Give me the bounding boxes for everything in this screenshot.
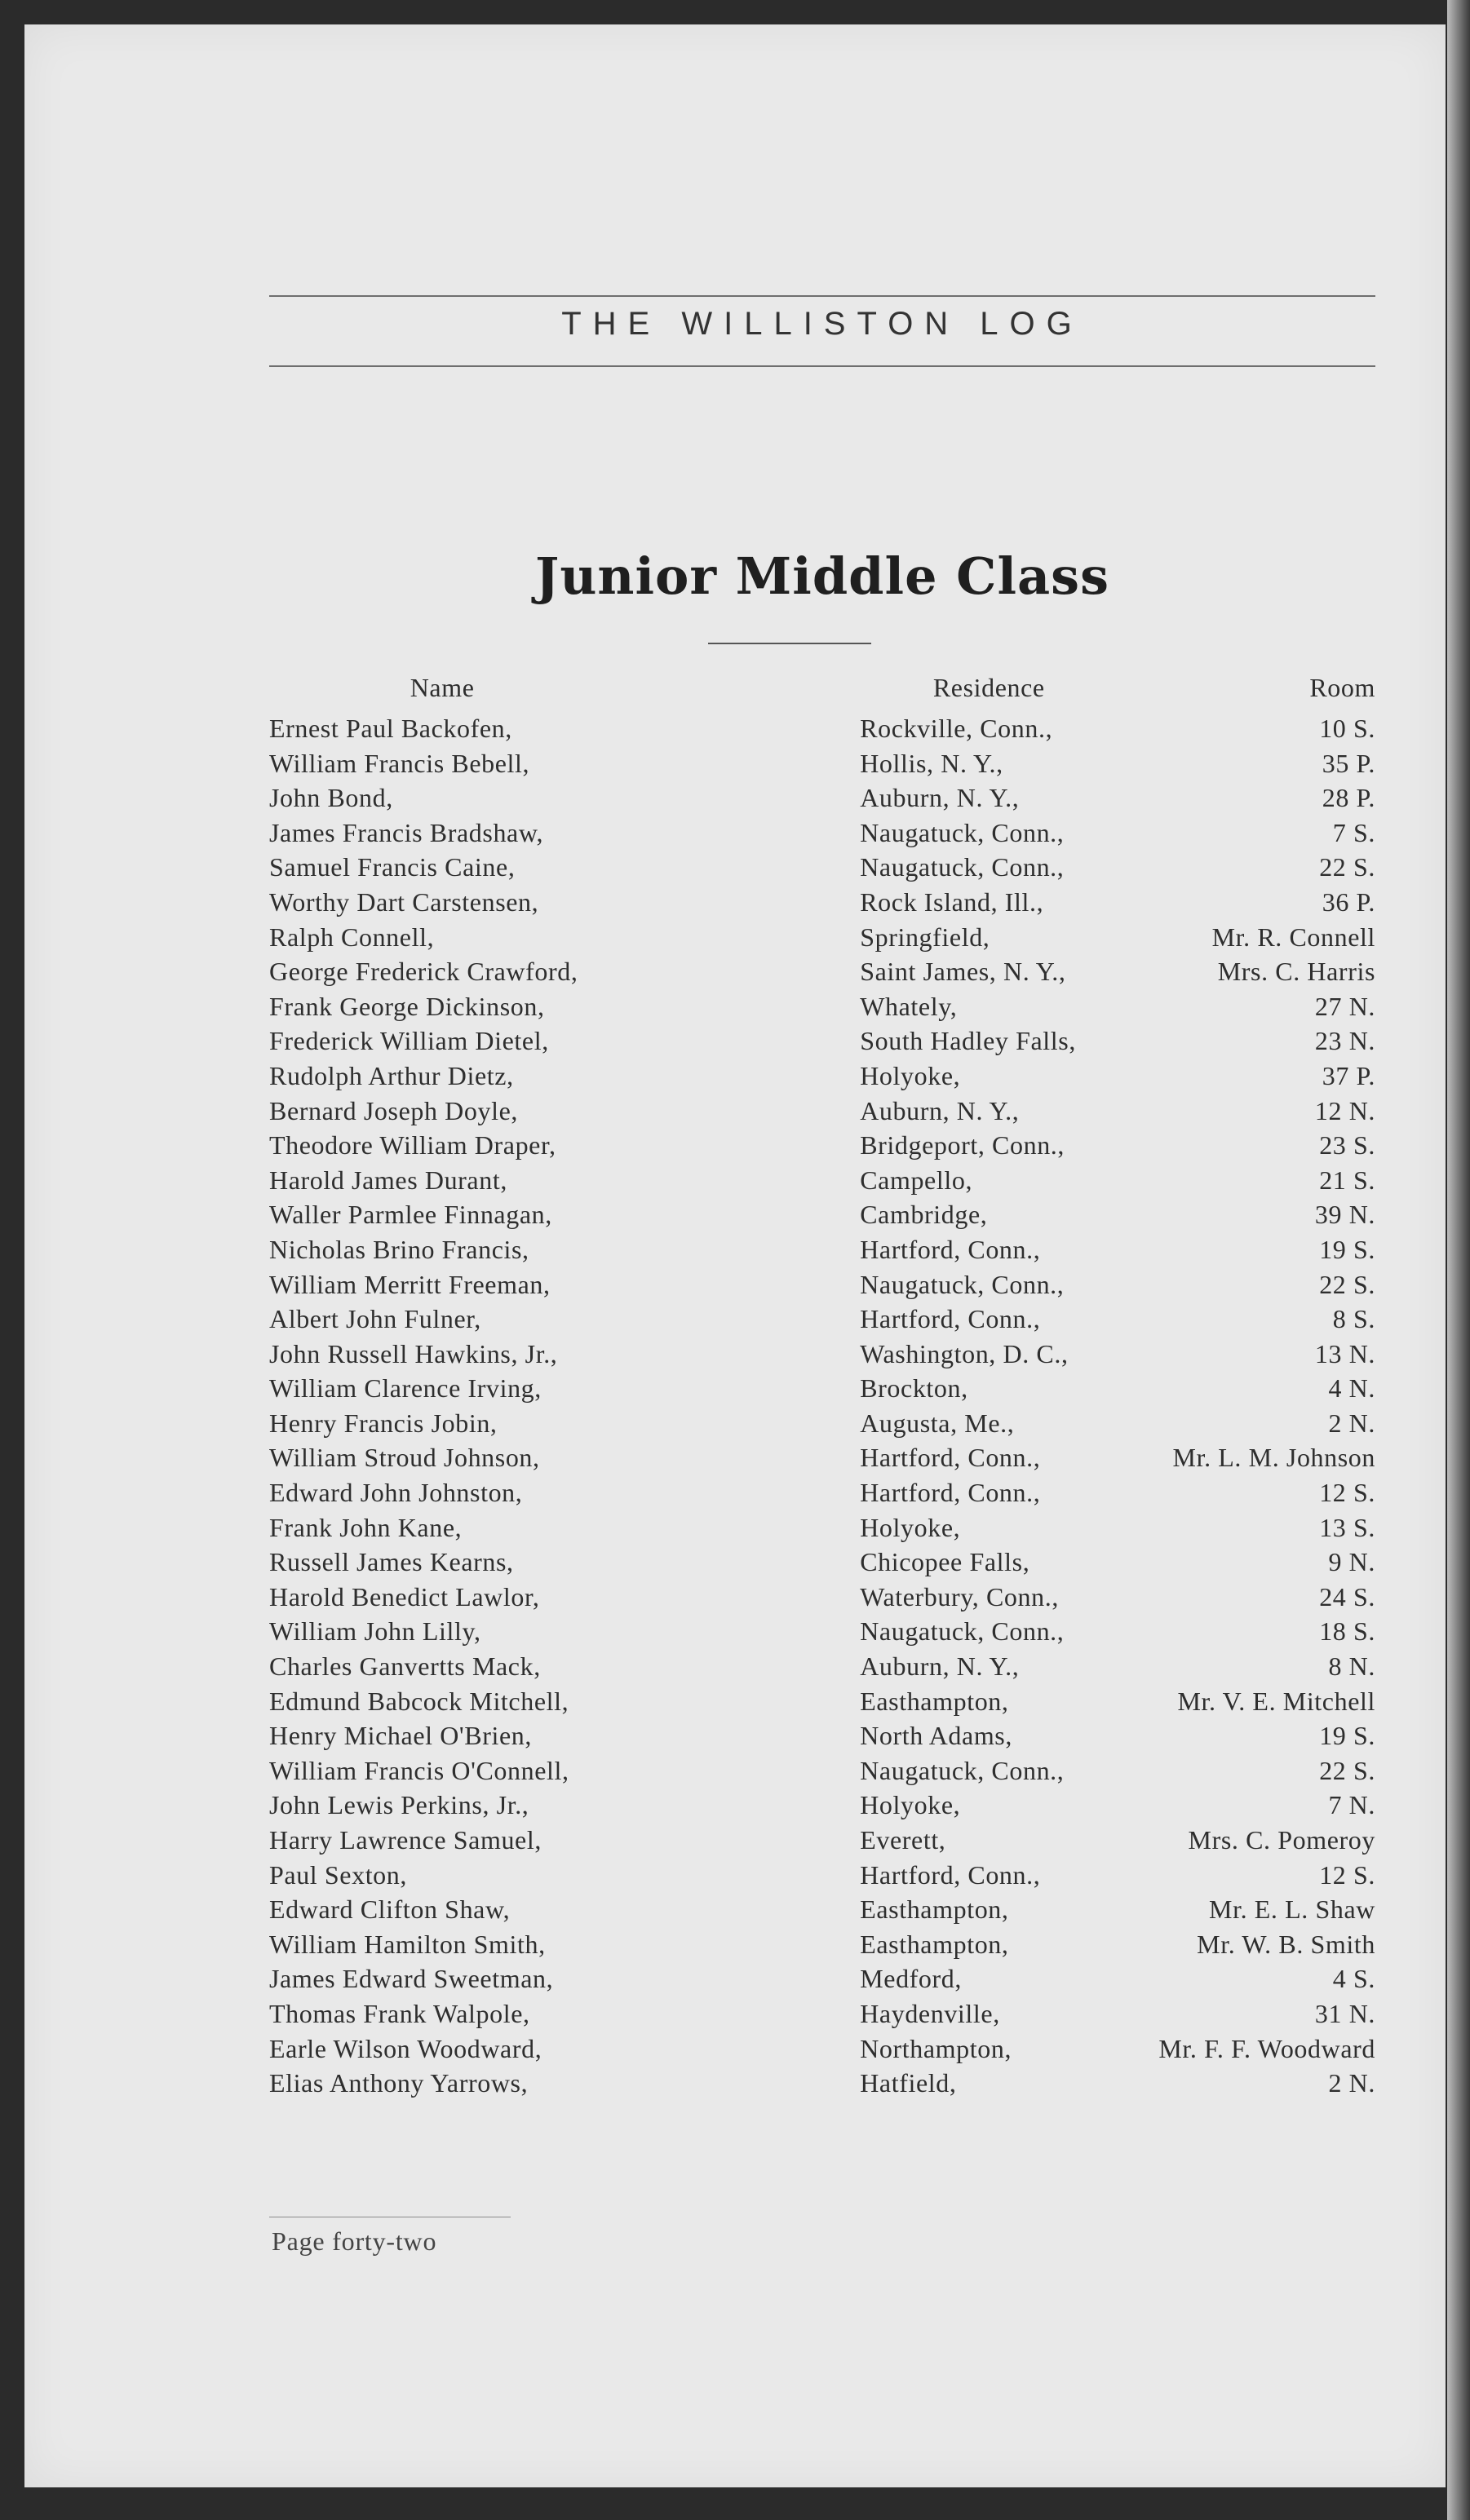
student-room: 8 N.: [1328, 1651, 1375, 1682]
student-room: 35 P.: [1322, 748, 1375, 778]
table-row: [269, 1440, 1375, 1475]
student-residence: Augusta, Me.,: [860, 1408, 1015, 1438]
student-residence: North Adams,: [860, 1721, 1012, 1751]
student-room: 24 S.: [1319, 1581, 1375, 1611]
student-room: 12 S.: [1319, 1859, 1375, 1890]
student-residence: Naugatuck, Conn.,: [860, 817, 1065, 847]
table-row: [269, 1684, 1375, 1719]
room-column-header: Room: [1309, 673, 1375, 702]
student-residence: Hartford, Conn.,: [860, 1478, 1041, 1508]
student-name: Frederick William Dietel,: [269, 1026, 549, 1056]
student-name: John Lewis Perkins, Jr.,: [269, 1790, 529, 1820]
table-header-row: [269, 673, 1375, 711]
student-residence: Hollis, N. Y.,: [860, 748, 1003, 778]
table-row: [269, 1892, 1375, 1927]
student-residence: Auburn, N. Y.,: [860, 783, 1020, 813]
running-head: THE WILLISTON LOG: [561, 306, 1083, 342]
page-number: Page forty-two: [272, 2226, 437, 2256]
student-residence: Holyoke,: [860, 1060, 961, 1090]
table-row: [269, 2066, 1375, 2101]
student-room: 31 N.: [1314, 1998, 1375, 2028]
student-residence: Easthampton,: [860, 1894, 1009, 1925]
student-residence: Hartford, Conn.,: [860, 1234, 1041, 1264]
student-name: John Russell Hawkins, Jr.,: [269, 1338, 558, 1368]
scan-edge: [1447, 0, 1470, 2520]
table-row: [269, 1371, 1375, 1406]
student-name: Ernest Paul Backofen,: [269, 714, 512, 743]
student-residence: Rock Island, Ill.,: [860, 886, 1044, 917]
student-room: 12 S.: [1319, 1478, 1375, 1508]
student-residence: Hartford, Conn.,: [860, 1304, 1041, 1334]
student-residence: Campello,: [860, 1165, 973, 1195]
student-name: William Merritt Freeman,: [269, 1269, 551, 1299]
student-residence: Medford,: [860, 1964, 962, 1994]
student-residence: Easthampton,: [860, 1686, 1009, 1716]
student-name: James Francis Bradshaw,: [269, 817, 544, 847]
student-room: 22 S.: [1319, 1755, 1375, 1785]
table-row: [269, 954, 1375, 989]
name-column-header: Name: [410, 673, 475, 702]
student-room: 7 N.: [1328, 1790, 1375, 1820]
student-residence: Chicopee Falls,: [860, 1547, 1030, 1577]
student-room: 8 S.: [1332, 1304, 1375, 1334]
student-name: Harold Benedict Lawlor,: [269, 1581, 540, 1611]
class-roster-table: [269, 673, 1375, 2101]
table-row: [269, 1128, 1375, 1163]
table-row: [269, 920, 1375, 955]
student-name: Theodore William Draper,: [269, 1130, 556, 1161]
table-row: [269, 780, 1375, 816]
table-row: [269, 1614, 1375, 1649]
student-room: 39 N.: [1314, 1200, 1375, 1230]
student-room: Mrs. C. Pomeroy: [1188, 1825, 1375, 1855]
title-rule: [708, 643, 871, 644]
student-room: 4 N.: [1328, 1373, 1375, 1404]
student-name: Waller Parmlee Finnagan,: [269, 1200, 552, 1230]
header-rule-top: [269, 295, 1375, 297]
student-name: William Hamilton Smith,: [269, 1929, 546, 1959]
student-name: Henry Michael O'Brien,: [269, 1721, 532, 1751]
student-residence: Bridgeport, Conn.,: [860, 1130, 1065, 1161]
student-room: 9 N.: [1328, 1547, 1375, 1577]
document-page: [24, 24, 1446, 2487]
student-name: Edward Clifton Shaw,: [269, 1894, 511, 1925]
table-row: [269, 1059, 1375, 1094]
student-room: Mrs. C. Harris: [1217, 957, 1375, 987]
table-row: [269, 1718, 1375, 1753]
student-name: John Bond,: [269, 783, 393, 813]
table-row: [269, 989, 1375, 1024]
student-residence: Waterbury, Conn.,: [860, 1581, 1059, 1611]
table-row: [269, 746, 1375, 781]
table-row: [269, 1649, 1375, 1684]
student-name: Edmund Babcock Mitchell,: [269, 1686, 569, 1716]
student-name: Harold James Durant,: [269, 1165, 507, 1195]
table-row: [269, 1094, 1375, 1129]
table-row: [269, 1337, 1375, 1372]
table-row: [269, 1163, 1375, 1198]
student-residence: South Hadley Falls,: [860, 1026, 1076, 1056]
student-name: Elias Anthony Yarrows,: [269, 2068, 529, 2098]
student-name: William Francis O'Connell,: [269, 1755, 569, 1785]
student-room: 19 S.: [1319, 1721, 1375, 1751]
student-room: 28 P.: [1322, 783, 1375, 813]
student-name: Harry Lawrence Samuel,: [269, 1825, 542, 1855]
student-residence: Rockville, Conn.,: [860, 714, 1053, 743]
table-row: [269, 1927, 1375, 1962]
table-row: [269, 1996, 1375, 2031]
student-residence: Cambridge,: [860, 1200, 988, 1230]
student-room: 21 S.: [1319, 1165, 1375, 1195]
student-room: 37 P.: [1322, 1060, 1375, 1090]
student-room: 18 S.: [1319, 1616, 1375, 1647]
student-room: Mr. V. E. Mitchell: [1177, 1686, 1375, 1716]
student-residence: Easthampton,: [860, 1929, 1009, 1959]
student-residence: Northampton,: [860, 2033, 1012, 2063]
student-room: 13 N.: [1314, 1338, 1375, 1368]
table-row: [269, 1232, 1375, 1267]
student-room: 2 N.: [1328, 2068, 1375, 2098]
table-row: [269, 1302, 1375, 1337]
student-name: Samuel Francis Caine,: [269, 852, 516, 882]
student-residence: Auburn, N. Y.,: [860, 1651, 1020, 1682]
student-residence: Naugatuck, Conn.,: [860, 1616, 1065, 1647]
table-row: [269, 1023, 1375, 1059]
roster-body: [269, 711, 1375, 2101]
student-residence: Everett,: [860, 1825, 946, 1855]
student-room: 22 S.: [1319, 1269, 1375, 1299]
table-row: [269, 885, 1375, 920]
table-row: [269, 1823, 1375, 1858]
student-room: Mr. W. B. Smith: [1197, 1929, 1375, 1959]
table-row: [269, 1858, 1375, 1893]
table-row: [269, 1961, 1375, 1996]
student-room: 12 N.: [1314, 1095, 1375, 1125]
student-room: 10 S.: [1319, 714, 1375, 743]
student-name: Ralph Connell,: [269, 922, 435, 952]
student-name: Edward John Johnston,: [269, 1478, 523, 1508]
student-residence: Saint James, N. Y.,: [860, 957, 1066, 987]
student-residence: Naugatuck, Conn.,: [860, 1755, 1065, 1785]
table-row: [269, 816, 1375, 851]
student-room: 23 S.: [1319, 1130, 1375, 1161]
student-residence: Holyoke,: [860, 1512, 961, 1542]
table-row: [269, 1475, 1375, 1510]
student-name: William Stroud Johnson,: [269, 1443, 540, 1473]
student-room: 13 S.: [1319, 1512, 1375, 1542]
student-name: William John Lilly,: [269, 1616, 481, 1647]
student-room: Mr. E. L. Shaw: [1209, 1894, 1375, 1925]
residence-column-header: Residence: [932, 673, 1045, 702]
student-residence: Naugatuck, Conn.,: [860, 1269, 1065, 1299]
student-residence: Washington, D. C.,: [860, 1338, 1069, 1368]
student-name: Frank George Dickinson,: [269, 991, 545, 1021]
student-name: William Francis Bebell,: [269, 748, 530, 778]
student-room: 4 S.: [1332, 1964, 1375, 1994]
student-room: 36 P.: [1322, 886, 1375, 917]
student-room: 23 N.: [1314, 1026, 1375, 1056]
student-residence: Holyoke,: [860, 1790, 961, 1820]
student-room: 27 N.: [1314, 991, 1375, 1021]
student-room: Mr. F. F. Woodward: [1158, 2033, 1375, 2063]
table-row: [269, 1197, 1375, 1232]
header-rule-bottom: [269, 365, 1375, 367]
table-row: [269, 711, 1375, 746]
table-row: [269, 1510, 1375, 1545]
student-name: James Edward Sweetman,: [269, 1964, 554, 1994]
student-name: Charles Ganvertts Mack,: [269, 1651, 541, 1682]
student-name: Russell James Kearns,: [269, 1547, 514, 1577]
student-name: Thomas Frank Walpole,: [269, 1998, 530, 2028]
student-room: 22 S.: [1319, 852, 1375, 882]
student-residence: Whately,: [860, 991, 958, 1021]
table-row: [269, 1406, 1375, 1441]
student-name: Worthy Dart Carstensen,: [269, 886, 539, 917]
section-title: Junior Middle Class: [535, 546, 1109, 606]
table-row: [269, 850, 1375, 885]
student-residence: Hatfield,: [860, 2068, 957, 2098]
table-row: [269, 1545, 1375, 1580]
student-room: 2 N.: [1328, 1408, 1375, 1438]
student-room: Mr. L. M. Johnson: [1172, 1443, 1375, 1473]
table-row: [269, 1788, 1375, 1823]
student-name: William Clarence Irving,: [269, 1373, 542, 1404]
student-name: Henry Francis Jobin,: [269, 1408, 498, 1438]
student-name: Paul Sexton,: [269, 1859, 407, 1890]
table-row: [269, 2031, 1375, 2067]
student-residence: Brockton,: [860, 1373, 968, 1404]
student-name: Frank John Kane,: [269, 1512, 463, 1542]
student-residence: Naugatuck, Conn.,: [860, 852, 1065, 882]
student-room: 7 S.: [1332, 817, 1375, 847]
student-residence: Haydenville,: [860, 1998, 1000, 2028]
student-residence: Springfield,: [860, 922, 990, 952]
student-name: Rudolph Arthur Dietz,: [269, 1060, 514, 1090]
table-row: [269, 1267, 1375, 1302]
student-residence: Hartford, Conn.,: [860, 1859, 1041, 1890]
student-name: Earle Wilson Woodward,: [269, 2033, 542, 2063]
student-residence: Hartford, Conn.,: [860, 1443, 1041, 1473]
student-name: Bernard Joseph Doyle,: [269, 1095, 518, 1125]
student-name: George Frederick Crawford,: [269, 957, 578, 987]
student-room: Mr. R. Connell: [1211, 922, 1375, 952]
table-row: [269, 1753, 1375, 1788]
student-name: Nicholas Brino Francis,: [269, 1234, 529, 1264]
table-row: [269, 1580, 1375, 1615]
student-name: Albert John Fulner,: [269, 1304, 481, 1334]
student-residence: Auburn, N. Y.,: [860, 1095, 1020, 1125]
student-room: 19 S.: [1319, 1234, 1375, 1264]
